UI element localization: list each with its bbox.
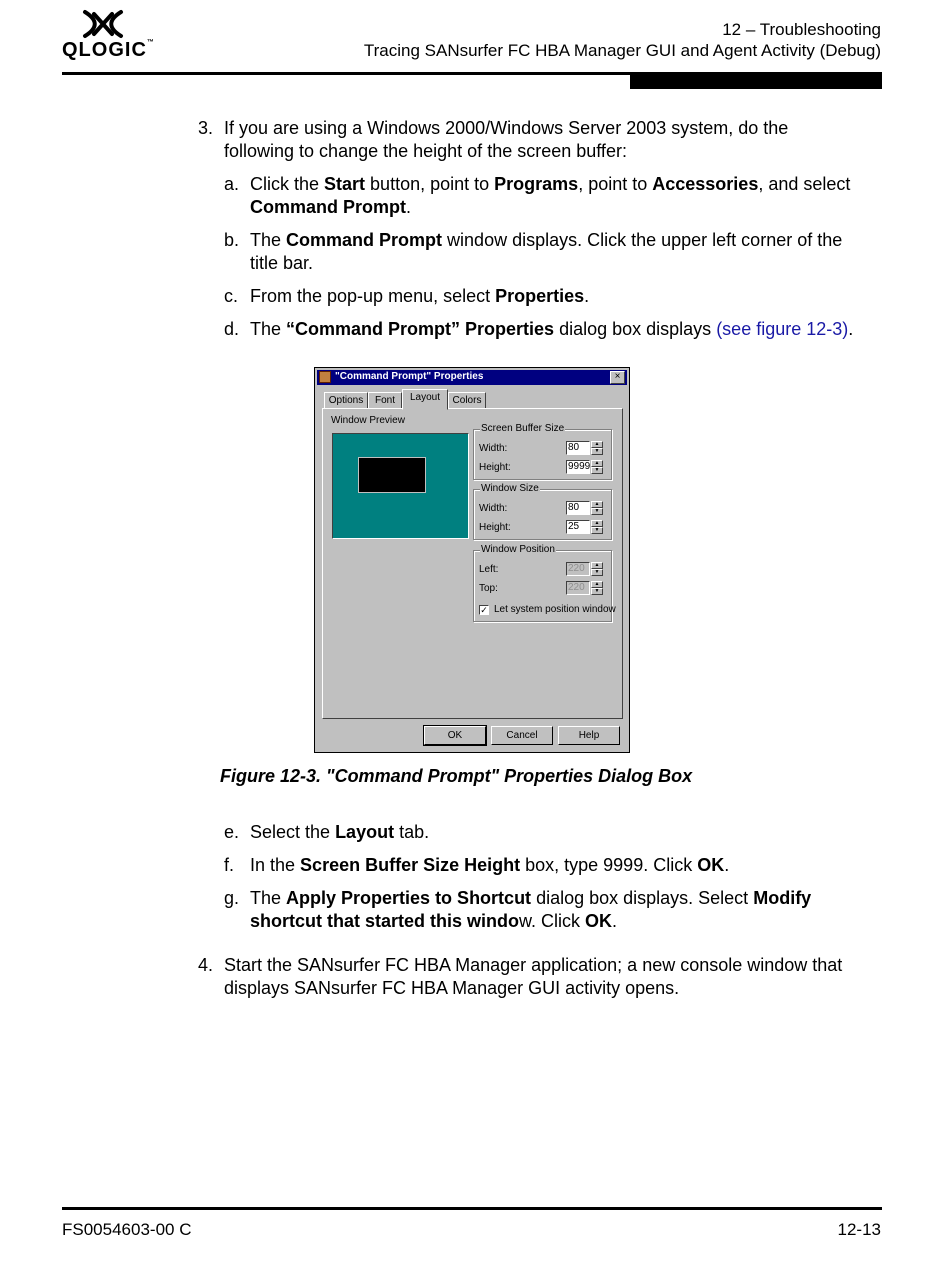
page-number: 12-13: [837, 1220, 881, 1239]
console-icon[interactable]: [319, 371, 331, 383]
step-f-text: In the Screen Buffer Size Height box, type 9999. Click OK.: [250, 855, 730, 875]
step-4-text: Start the SANsurfer FC HBA Manager application; a new console window that displays SANsurfer FC HBA Manager GUI activity opens.: [224, 955, 843, 998]
tab-options[interactable]: Options: [324, 392, 368, 409]
window-width-input[interactable]: 80: [566, 501, 590, 515]
buffer-width-spinner[interactable]: ▲ ▼: [591, 441, 603, 455]
buffer-height-input[interactable]: 9999: [568, 461, 591, 472]
footer-rule: [62, 1207, 882, 1210]
window-width-label: Width:: [479, 503, 508, 514]
qlogic-logo: QLOGIC™: [62, 39, 154, 61]
help-button[interactable]: Help: [558, 726, 620, 745]
tab-colors[interactable]: Colors: [448, 392, 486, 409]
qlogic-logo-icon: [80, 8, 126, 40]
window-height-input[interactable]: 25: [566, 520, 590, 534]
preview-console-window: [358, 457, 426, 493]
window-preview-label: Window Preview: [331, 415, 405, 426]
figure-caption: Figure 12-3. "Command Prompt" Properties Dialog Box: [220, 766, 693, 786]
step-b-text: The Command Prompt window displays. Click the upper left corner of the title bar.: [250, 230, 843, 273]
step-d-number: d.: [224, 319, 240, 339]
step-d-text: The “Command Prompt” Properties dialog box displays (see figure 12-3).: [250, 319, 854, 339]
buffer-width-input[interactable]: 80: [566, 441, 590, 455]
step-e-number: e.: [224, 822, 240, 842]
position-left-input: 220: [566, 562, 590, 576]
step-a-number: a.: [224, 174, 240, 194]
step-b-number: b.: [224, 230, 240, 250]
buffer-height-label: Height:: [479, 462, 511, 473]
command-prompt-properties-dialog: [314, 367, 630, 753]
section-title: Tracing SANsurfer FC HBA Manager GUI and Agent Activity (Debug): [363, 41, 881, 60]
step-3-number: 3.: [198, 118, 214, 138]
ok-button[interactable]: OK: [424, 726, 486, 745]
tab-font[interactable]: Font: [368, 392, 402, 409]
tab-layout[interactable]: Layout: [402, 389, 448, 410]
close-icon[interactable]: ×: [610, 371, 625, 384]
position-top-spinner: ▲ ▼: [591, 581, 603, 595]
chapter-title: 12 – Troubleshooting: [722, 20, 881, 39]
let-system-position-checkbox[interactable]: ✓: [480, 605, 488, 615]
step-g-number: g.: [224, 888, 240, 908]
dialog-title-bar[interactable]: [317, 370, 627, 385]
dialog-title: "Command Prompt" Properties: [335, 371, 484, 382]
step-4-number: 4.: [198, 955, 214, 975]
figure-link[interactable]: (see figure 12-3): [716, 319, 849, 339]
window-height-label: Height:: [479, 522, 511, 533]
header-bar: [630, 75, 882, 89]
screen-buffer-size-title: Screen Buffer Size: [481, 423, 565, 434]
buffer-height-spinner[interactable]: ▲ ▼: [591, 460, 603, 474]
step-c-number: c.: [224, 286, 239, 306]
buffer-width-label: Width:: [479, 443, 508, 454]
step-f-number: f.: [224, 855, 235, 875]
window-width-spinner[interactable]: ▲ ▼: [591, 501, 603, 515]
step-g-text: The Apply Properties to Shortcut dialog box displays. Select Modify shortcut that started this window. Click OK.: [250, 888, 812, 931]
window-height-spinner[interactable]: ▲ ▼: [591, 520, 603, 534]
position-left-spinner: ▲ ▼: [591, 562, 603, 576]
position-top-label: Top:: [479, 583, 498, 594]
window-size-title: Window Size: [481, 483, 539, 494]
document-id: FS0054603-00 C: [62, 1220, 192, 1239]
position-top-input: 220: [566, 581, 590, 595]
step-c-text: From the pop-up menu, select Properties.: [250, 286, 590, 306]
step-e-text: Select the Layout tab.: [250, 822, 430, 842]
step-3-text: If you are using a Windows 2000/Windows Server 2003 system, do the following to change the height of the screen buffer:: [224, 118, 789, 161]
window-position-title: Window Position: [481, 544, 555, 555]
let-system-position-label: Let system position window: [494, 604, 616, 615]
position-left-label: Left:: [479, 564, 499, 575]
cancel-button[interactable]: Cancel: [491, 726, 553, 745]
step-a-text: Click the Start button, point to Programs, point to Accessories, and select Command Prompt.: [250, 174, 851, 217]
window-preview: [332, 433, 469, 539]
